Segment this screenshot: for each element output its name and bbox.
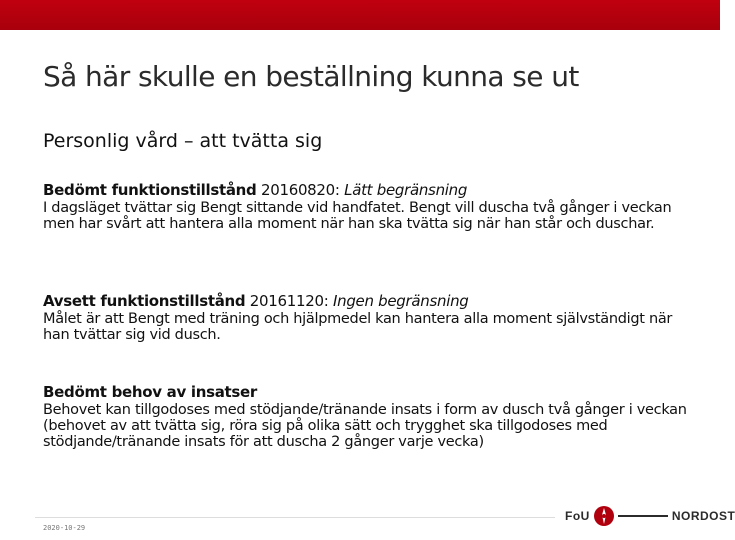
section-text: I dagsläget tvättar sig Bengt sittande vid handfatet. Bengt vill duscha två gånger i veckan men har svårt att hantera alla moment när han ska tvätta sig när han står och duschar. [43,200,672,232]
heading-bold: Avsett funktionstillstånd [43,292,246,310]
section-text: Behovet kan tillgodoses med stödjande/tränande insats i form av dusch två gånger i veckan [43,402,687,418]
logo-mark-icon [592,505,616,527]
section-assessed-function [43,180,693,232]
section-text-note: (behovet av att tvätta sig, röra sig på olika sätt och trygghet ska tillgodoses med stödjande/tränande insats för att duscha 2 gånger varje vecka) [43,418,608,450]
section-heading [43,180,693,200]
footer-date: 2020-10-29 [43,524,86,532]
logo-text-left: FoU [565,509,590,523]
heading-date: 20160820: [256,181,345,199]
heading-italic: Ingen begränsning [332,292,469,310]
slide-title: Så här skulle en beställning kunna se ut [43,60,579,93]
heading-bold: Bedömt behov av insatser [43,383,258,401]
section-heading [43,291,693,311]
heading-italic: Lätt begränsning [344,181,468,199]
logo-text-right: NORDOST [671,509,735,523]
section-text: Målet är att Bengt med träning och hjälpmedel kan hantera alla moment självständigt när han tvättar sig vid dusch. [43,311,673,343]
section-heading [43,382,693,402]
slide-subtitle: Personlig vård – att tvätta sig [43,130,323,152]
section-target-function [43,291,693,343]
section-assessed-needs [43,382,693,450]
fou-nordost-logo [565,505,735,527]
footer-divider [35,517,555,518]
top-accent-bar [0,0,720,30]
heading-date: 20161120: [245,292,333,310]
heading-bold: Bedömt funktionstillstånd [43,181,257,199]
logo-bar [618,515,668,517]
